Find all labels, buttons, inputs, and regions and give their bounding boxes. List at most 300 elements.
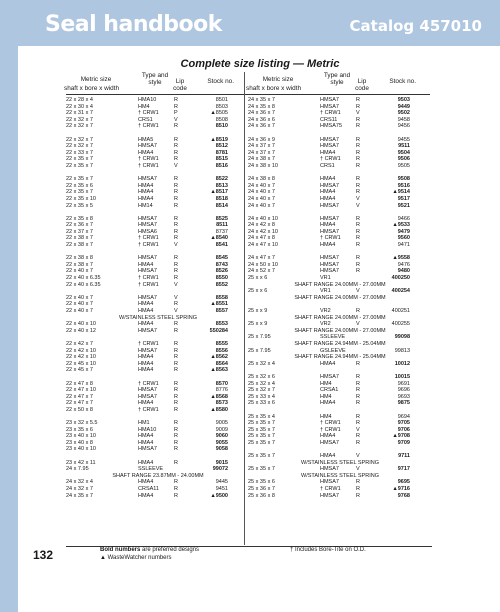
table-row [248, 334, 430, 341]
lip-cell: R [356, 162, 360, 169]
type-cell: HMA4 [138, 400, 154, 407]
table-row [248, 196, 430, 203]
type-cell: HM4 [320, 393, 332, 400]
row-gap [66, 249, 248, 256]
stock-cell: 8511 [216, 222, 228, 229]
table-row [66, 348, 248, 355]
size-cell: 25 x 32 x 6 [248, 373, 275, 380]
stock-cell: 9060 [215, 433, 228, 440]
brand-title: Seal handbook [45, 12, 222, 37]
type-cell: HM4 [320, 380, 332, 387]
size-cell: 22 x 42 x 7 [66, 340, 93, 347]
type-cell: HMA4 [138, 433, 154, 440]
table-row [66, 104, 248, 111]
type-cell: SSLEEVE [138, 466, 164, 473]
lip-cell: R [174, 479, 178, 486]
stock-cell: 8508 [215, 116, 228, 123]
stock-cell: 9875 [397, 400, 410, 407]
table-row [66, 156, 248, 163]
size-cell: 24 x 37 x 7 [248, 143, 275, 150]
lip-cell: R [356, 143, 360, 150]
row-gap [66, 170, 248, 177]
stock-cell: 9445 [215, 479, 228, 486]
lip-cell: R [174, 492, 178, 499]
lip-cell: R [174, 222, 178, 229]
type-cell: HMA4 [138, 195, 154, 202]
size-cell: 24 x 35 x 7 [248, 97, 275, 103]
type-cell: † CRW1 [138, 242, 159, 249]
table-row [248, 427, 430, 434]
size-cell: 22 x 32 x 7 [66, 136, 93, 143]
type-cell: † CRW1 [138, 110, 159, 117]
size-cell: 22 x 40 x 7 [66, 308, 93, 314]
lip-cell: R [356, 387, 360, 394]
type-cell: HMA4 [138, 492, 154, 499]
size-cell: 22 x 47 x 7 [66, 393, 93, 400]
stock-cell: 8564 [215, 360, 228, 367]
stock-cell: 9521 [397, 202, 410, 209]
size-cell: 25 x x 9 [248, 321, 268, 328]
type-cell: HMSA7 [320, 268, 339, 275]
stock-cell: 9694 [397, 413, 410, 420]
table-row [248, 381, 430, 388]
lip-cell: R [174, 136, 178, 143]
stock-cell: 8781 [215, 149, 228, 156]
table-row [66, 308, 248, 315]
stock-cell: 9005 [215, 420, 228, 427]
stock-cell: 8512 [215, 143, 228, 150]
stock-cell: 9471 [397, 242, 410, 249]
stock-cell: 400255 [391, 321, 410, 328]
type-cell: HMA4 [320, 149, 336, 156]
size-cell: 23 x 40 x 10 [66, 433, 96, 440]
table-row [66, 460, 248, 467]
stock-cell: 99072 [212, 466, 228, 473]
type-cell: HM1 [138, 420, 150, 427]
lip-cell: R [174, 347, 178, 354]
row-gap [66, 374, 248, 381]
table-row [66, 262, 248, 269]
size-cell: 25 x 32 x 4 [248, 360, 275, 367]
row-gap [248, 407, 430, 414]
lip-cell: V [356, 426, 360, 433]
type-cell: HMSA7 [320, 182, 339, 189]
stock-cell: 9466 [397, 215, 410, 222]
lip-header: Lip code [355, 78, 369, 93]
size-cell: 25 x 32 x 4 [248, 380, 275, 387]
type-cell: † CRW1 [138, 162, 159, 169]
lip-cell: R [174, 182, 178, 189]
lip-cell: R [356, 486, 360, 493]
size-cell: 22 x 30 x 4 [66, 103, 93, 110]
lip-cell: R [356, 222, 360, 229]
lip-cell: R [356, 492, 360, 499]
table-row [248, 361, 430, 368]
lip-cell: R [174, 215, 178, 222]
lip-cell: R [356, 242, 360, 249]
stock-cell: 9511 [398, 143, 410, 150]
type-cell: HMSA7 [320, 202, 339, 209]
size-cell: 23 x 40 x 10 [66, 446, 96, 453]
lip-cell: R [174, 268, 178, 275]
stock-cell: 9508 [397, 176, 410, 183]
type-cell: † CRW1 [320, 486, 341, 493]
table-row [66, 321, 248, 328]
table-row [248, 163, 430, 170]
size-cell: 22 x 47 x 7 [66, 400, 93, 407]
lip-cell: R [174, 176, 178, 183]
size-cell: 25 x 35 x 7 [248, 453, 275, 460]
type-cell: CRS1 [138, 116, 153, 123]
type-cell: HMA4 [320, 189, 336, 196]
type-cell: HMSA7 [138, 268, 157, 275]
lip-cell: R [356, 176, 360, 183]
note-text: W/STAINLESS STEEL SPRING [119, 314, 197, 321]
size-cell: 22 x 42 x 10 [66, 347, 96, 354]
type-cell: HMSA7 [320, 466, 339, 473]
stock-cell: 8510 [215, 123, 228, 130]
table-row [248, 414, 430, 421]
type-cell: CRS1 [320, 162, 335, 169]
left-rows [66, 97, 248, 499]
type-cell: HMSA7 [138, 327, 157, 334]
catalog-number: Catalog 457010 [349, 17, 482, 35]
size-cell: 22 x 40 x 7 [66, 301, 93, 308]
size-cell: 24 x 38 x 7 [248, 156, 275, 163]
table-row [248, 440, 430, 447]
stock-cell: 8515 [215, 156, 228, 163]
stock-cell: 99813 [394, 347, 410, 354]
table-row [66, 183, 248, 190]
size-cell: 25 x 35 x 7 [248, 433, 275, 440]
lip-cell: R [174, 426, 178, 433]
lip-cell: R [174, 261, 178, 268]
table-row [66, 163, 248, 170]
size-cell: 22 x 35 x 6 [66, 182, 93, 189]
table-note [248, 295, 430, 302]
lip-cell: R [174, 354, 178, 361]
table-row [66, 328, 248, 335]
stock-cell: 9691 [397, 380, 410, 387]
type-cell: † CRW1 [320, 420, 341, 427]
type-cell: HMA4 [320, 433, 336, 440]
lip-cell: R [174, 420, 178, 427]
stock-cell: ▲8563 [210, 367, 228, 374]
table-row [248, 137, 430, 144]
table-row [248, 156, 430, 163]
size-subheader: shaft x bore x width [64, 85, 120, 92]
lip-cell: V [174, 281, 178, 288]
lip-cell: R [174, 367, 178, 374]
size-cell: 24 x 40 x 7 [248, 195, 275, 202]
stock-cell: 8522 [215, 176, 228, 183]
size-cell: 22 x 50 x 8 [66, 406, 93, 413]
stock-cell: 8541 [215, 242, 228, 249]
type-cell: † CRW1 [138, 123, 159, 130]
lip-cell: P [174, 110, 178, 117]
lip-cell: R [356, 189, 360, 196]
type-cell: HMA4 [320, 222, 336, 229]
size-cell: 24 x 47 x 10 [248, 242, 278, 249]
type-cell: HMSA7 [138, 176, 157, 183]
type-cell: † CRW1 [138, 406, 159, 413]
lip-cell: R [356, 373, 360, 380]
size-cell: 24 x 7.95 [66, 466, 89, 473]
stock-cell: 9503 [397, 97, 410, 103]
type-cell: HMA4 [138, 360, 154, 367]
type-cell: HMSA7 [138, 294, 157, 301]
size-cell: 25 x 33 x 4 [248, 393, 275, 400]
lip-cell: R [174, 439, 178, 446]
stock-cell: ▲8551 [210, 301, 228, 308]
stock-cell: ▲8519 [210, 136, 228, 143]
size-cell: 23 x 40 x 8 [66, 439, 93, 446]
lip-cell: R [174, 446, 178, 453]
lip-cell: R [174, 380, 178, 387]
row-gap [248, 170, 430, 177]
type-cell: HMA4 [138, 354, 154, 361]
size-cell: 22 x 45 x 7 [66, 367, 93, 374]
size-cell: 24 x 37 x 7 [248, 149, 275, 156]
page-number: 132 [33, 548, 54, 562]
lip-cell: R [174, 360, 178, 367]
size-cell: 22 x 38 x 7 [66, 261, 93, 268]
stock-header: Stock no. [207, 78, 234, 85]
size-cell: 22 x 40 x 12 [66, 327, 96, 334]
lip-cell: R [356, 393, 360, 400]
type-cell: VR1 [320, 275, 331, 282]
size-cell: 22 x 40 x 10 [66, 321, 96, 328]
size-cell: 25 x 33 x 6 [248, 400, 275, 407]
table-row [66, 341, 248, 348]
note-text: SHAFT RANGE 23.87MM - 24.00MM [112, 472, 204, 479]
stock-cell: 400251 [391, 308, 410, 314]
stock-cell: 8501 [215, 97, 228, 103]
table-note [248, 354, 430, 361]
table-row [248, 203, 430, 210]
table-row [248, 387, 430, 394]
size-cell: 22 x 40 x 6.35 [66, 275, 101, 282]
lip-cell: R [356, 116, 360, 123]
lip-cell: R [174, 202, 178, 209]
stock-cell: 8573 [215, 400, 228, 407]
size-cell: 24 x 36 x 7 [248, 110, 275, 117]
size-cell: 22 x 32 x 7 [66, 116, 93, 123]
stock-cell: 8743 [215, 261, 228, 268]
stock-cell: 10012 [394, 360, 410, 367]
stock-cell: ▲8540 [210, 235, 228, 242]
size-header: Metric size [80, 76, 112, 83]
type-cell: HMA5 [138, 136, 154, 143]
size-cell: 22 x 38 x 7 [66, 235, 93, 242]
stock-cell: ▲8580 [210, 406, 228, 413]
size-cell: 24 x 40 x 7 [248, 182, 275, 189]
lip-cell: R [174, 275, 178, 282]
lip-cell: V [356, 453, 360, 460]
size-cell: 24 x 40 x 7 [248, 189, 275, 196]
stock-cell: 9058 [215, 446, 228, 453]
note-text: SHAFT RANGE 24.00MM - 27.00MM [294, 281, 386, 288]
type-cell: HMSA7 [138, 347, 157, 354]
table-row [248, 394, 430, 401]
table-row [66, 268, 248, 275]
size-cell: 24 x 35 x 8 [248, 103, 275, 110]
table-row [66, 295, 248, 302]
table-row [66, 440, 248, 447]
stock-cell: 9709 [397, 439, 410, 446]
size-cell: 25 x 35 x 6 [248, 479, 275, 486]
legend-wastewatcher: ▲ WasteWatcher numbers [100, 554, 172, 561]
table-row [248, 97, 430, 104]
lip-cell: R [174, 255, 178, 262]
table-row [66, 361, 248, 368]
type-cell: HMSA6 [138, 228, 157, 235]
type-cell: HMA4 [320, 400, 336, 407]
type-cell: HMSA7 [138, 446, 157, 453]
note-text: SHAFT RANGE 24.94MM - 25.04MM [294, 340, 386, 347]
table-row [248, 262, 430, 269]
size-cell: 22 x 35 x 8 [66, 215, 93, 222]
table-row [248, 321, 430, 328]
stock-cell: 8518 [215, 195, 228, 202]
stock-cell: 8555 [215, 340, 228, 347]
type-cell: † CRW1 [138, 340, 159, 347]
type-cell: HMSA7 [138, 215, 157, 222]
legend-bold-rest: are preferred designs [140, 547, 200, 553]
table-row [248, 189, 430, 196]
table-row [248, 104, 430, 111]
table-row [248, 348, 430, 355]
size-cell: 22 x 42 x 10 [66, 354, 96, 361]
type-cell: † CRW1 [320, 156, 341, 163]
table-row [66, 486, 248, 493]
lip-header: Lip code [173, 78, 187, 93]
size-cell: 22 x 32 x 7 [66, 143, 93, 150]
right-column [248, 72, 430, 499]
stock-cell: 9506 [397, 156, 410, 163]
size-cell: 22 x 38 x 7 [66, 242, 93, 249]
table-row [248, 183, 430, 190]
stock-cell: 9449 [397, 103, 410, 110]
stock-cell: 9705 [397, 420, 410, 427]
stock-header: Stock no. [389, 78, 416, 85]
stock-cell: 9695 [397, 479, 410, 486]
size-cell: 25 x x 6 [248, 275, 268, 282]
table-row [66, 97, 248, 104]
lip-cell: R [356, 97, 360, 103]
lip-cell: R [356, 433, 360, 440]
type-header: Type and style [323, 72, 351, 87]
type-cell: HMA4 [138, 439, 154, 446]
size-cell: 25 x x 9 [248, 308, 268, 314]
size-cell: 25 x 32 x 7 [248, 387, 275, 394]
stock-cell: 9717 [397, 466, 410, 473]
size-cell: 22 x 47 x 10 [66, 387, 96, 394]
lip-cell: V [174, 242, 178, 249]
lip-cell: R [174, 149, 178, 156]
row-gap [248, 446, 430, 453]
size-cell: 22 x 47 x 8 [66, 380, 93, 387]
lip-cell: R [174, 228, 178, 235]
type-cell: HMA4 [138, 367, 154, 374]
type-cell: HMSA7 [320, 228, 339, 235]
type-cell: HMA4 [138, 321, 154, 328]
size-cell: 22 x 36 x 7 [66, 222, 93, 229]
type-cell: HMA10 [138, 426, 157, 433]
stock-cell: ▲8568 [210, 393, 228, 400]
stock-cell: 400250 [391, 275, 410, 282]
lip-cell: R [174, 321, 178, 328]
table-row [66, 381, 248, 388]
size-cell: 22 x 33 x 7 [66, 149, 93, 156]
stock-cell: 9479 [397, 228, 410, 235]
lip-cell: R [356, 439, 360, 446]
stock-cell: 9706 [397, 426, 410, 433]
type-cell: HM4 [320, 413, 332, 420]
lip-cell: R [174, 433, 178, 440]
table-row [248, 288, 430, 295]
size-cell: 23 x 42 x 11 [66, 459, 96, 466]
type-cell: SSLEEVE [320, 334, 346, 341]
stock-cell: 8503 [215, 103, 228, 110]
row-gap [66, 414, 248, 421]
type-cell: HMSA7 [320, 215, 339, 222]
size-cell: 22 x 35 x 7 [66, 189, 93, 196]
stock-cell: 8516 [215, 162, 228, 169]
table-row [66, 143, 248, 150]
lip-cell: R [356, 103, 360, 110]
size-cell: 24 x 47 x 8 [248, 235, 275, 242]
lip-cell: R [356, 360, 360, 367]
type-cell: CRSA11 [138, 486, 159, 493]
lip-cell: R [356, 255, 360, 262]
type-cell: VR1 [320, 288, 331, 295]
lip-cell: R [356, 149, 360, 156]
note-text: W/STAINLESS STEEL SPRING [301, 459, 379, 466]
stock-cell: 9505 [397, 162, 410, 169]
table-note [248, 315, 430, 322]
size-cell: 22 x 35 x 7 [66, 156, 93, 163]
table-row [248, 117, 430, 124]
lip-cell: R [174, 143, 178, 150]
lip-cell: R [356, 136, 360, 143]
table-row [66, 123, 248, 130]
table-row [248, 235, 430, 242]
type-cell: † CRW1 [320, 426, 341, 433]
row-gap [248, 209, 430, 216]
size-cell: 24 x 36 x 6 [248, 116, 275, 123]
stock-cell: 8513 [215, 182, 228, 189]
lip-cell: R [356, 308, 360, 314]
stock-cell: 400254 [391, 288, 410, 295]
size-cell: 24 x 50 x 10 [248, 261, 278, 268]
table-row [66, 387, 248, 394]
size-cell: 24 x 42 x 8 [248, 222, 275, 229]
table-row [66, 222, 248, 229]
type-cell: HMA4 [320, 453, 336, 460]
stock-cell: 8552 [215, 281, 228, 288]
lip-cell: R [356, 182, 360, 189]
table-row [248, 255, 430, 262]
stock-cell: 9768 [397, 492, 410, 499]
type-cell: HMA4 [320, 195, 336, 202]
row-gap [248, 249, 430, 256]
size-cell: 25 x 35 x 7 [248, 439, 275, 446]
size-cell: 22 x 40 x 7 [66, 294, 93, 301]
size-subheader: shaft x bore x width [246, 85, 302, 92]
row-gap [66, 334, 248, 341]
type-cell: † CRW1 [138, 235, 159, 242]
